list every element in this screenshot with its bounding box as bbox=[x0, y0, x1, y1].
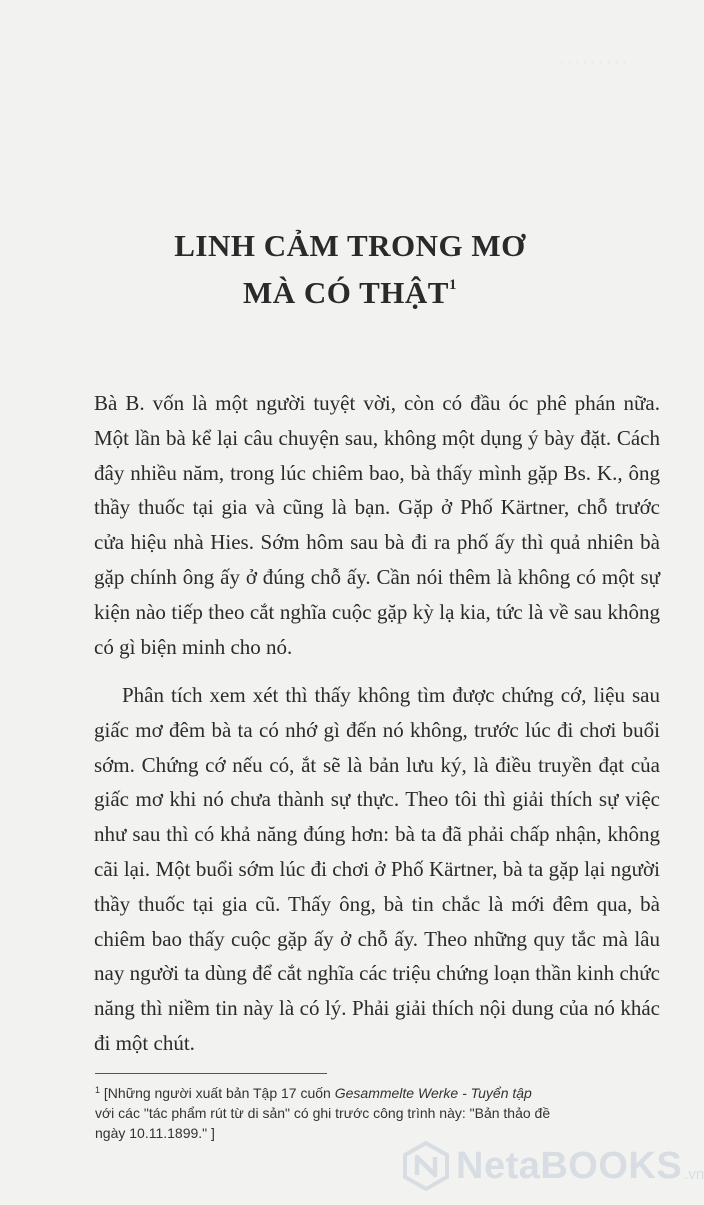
footnote-text-part1: [Những người xuất bản Tập 17 cuốn bbox=[100, 1085, 335, 1101]
footnote-mark: 1 bbox=[95, 1085, 101, 1095]
netabooks-watermark bbox=[400, 1140, 704, 1192]
paragraph-1: Bà B. vốn là một người tuyệt vời, còn có đầu óc phê phán nữa. Một lần bà kể lại câu chuyện sau, không một dụng ý bày đặt. Cách đây nhiều năm, trong lúc chiêm bao, bà thấy mình gặp Bs. K., ông thầy thuốc tại gia và cũng là bạn. Gặp ở Phố Kärtner, chỗ trước cửa hiệu nhà Hies. Sớm hôm sau bà đi ra phố ấy thì quả nhiên bà gặp chính ông ấy ở đúng chỗ ấy. Cần nói thêm là không có một sự kiện nào tiếp theo cắt nghĩa cuộc gặp kỳ lạ kia, tức là về sau không có gì biện minh cho nó. bbox=[94, 391, 660, 659]
neta-logo-icon bbox=[400, 1140, 452, 1192]
footnote-reference: 1 bbox=[448, 277, 457, 293]
watermark-brand: NetaBOOKS bbox=[456, 1144, 683, 1187]
bleed-through-header: · · · · · · · · · bbox=[560, 58, 627, 69]
chapter-title-line1-text: LINH CẢM TRONG MƠ bbox=[174, 228, 526, 263]
chapter-title-line2 bbox=[0, 275, 700, 311]
footnote-text-part2: với các "tác phẩm rút từ di sản" có ghi trước công trình này: "Bản thảo đề ngày 10.11.1899." ] bbox=[95, 1105, 551, 1141]
footnote-book-title: Gesammelte Werke - Tuyển tập bbox=[334, 1085, 532, 1101]
chapter-title-line1 bbox=[0, 228, 700, 264]
footnote-divider bbox=[95, 1073, 327, 1074]
chapter-title-line2-text: MÀ CÓ THẬT bbox=[243, 275, 449, 310]
footnote bbox=[95, 1080, 555, 1143]
watermark-suffix: .vn bbox=[684, 1165, 704, 1183]
paragraph-2: Phân tích xem xét thì thấy không tìm được chứng cớ, liệu sau giấc mơ đêm bà ta có nhớ gì đến nó không, trước lúc đi chơi buổi sớm. Chứng cớ nếu có, ắt sẽ là bản lưu ký, là điều truyền đạt của giấc mơ khi nó chưa thành sự thực. Theo tôi thì giải thích sự việc như sau thì có khả năng đúng hơn: bà ta đã phải chấp nhận, không cãi lại. Một buổi sớm lúc đi chơi ở Phố Kärtner, bà ta gặp lại người thầy thuốc tại gia cũ. Thấy ông, bà tin chắc là mới đêm qua, bà chiêm bao thấy cuộc gặp ấy ở chỗ ấy. Theo những quy tắc mà lâu nay người ta dùng để cắt nghĩa các triệu chứng loạn thần kinh chức năng thì niềm tin này là có lý. Phải giải thích nội dung của nó khác đi một chút. bbox=[94, 683, 660, 1055]
